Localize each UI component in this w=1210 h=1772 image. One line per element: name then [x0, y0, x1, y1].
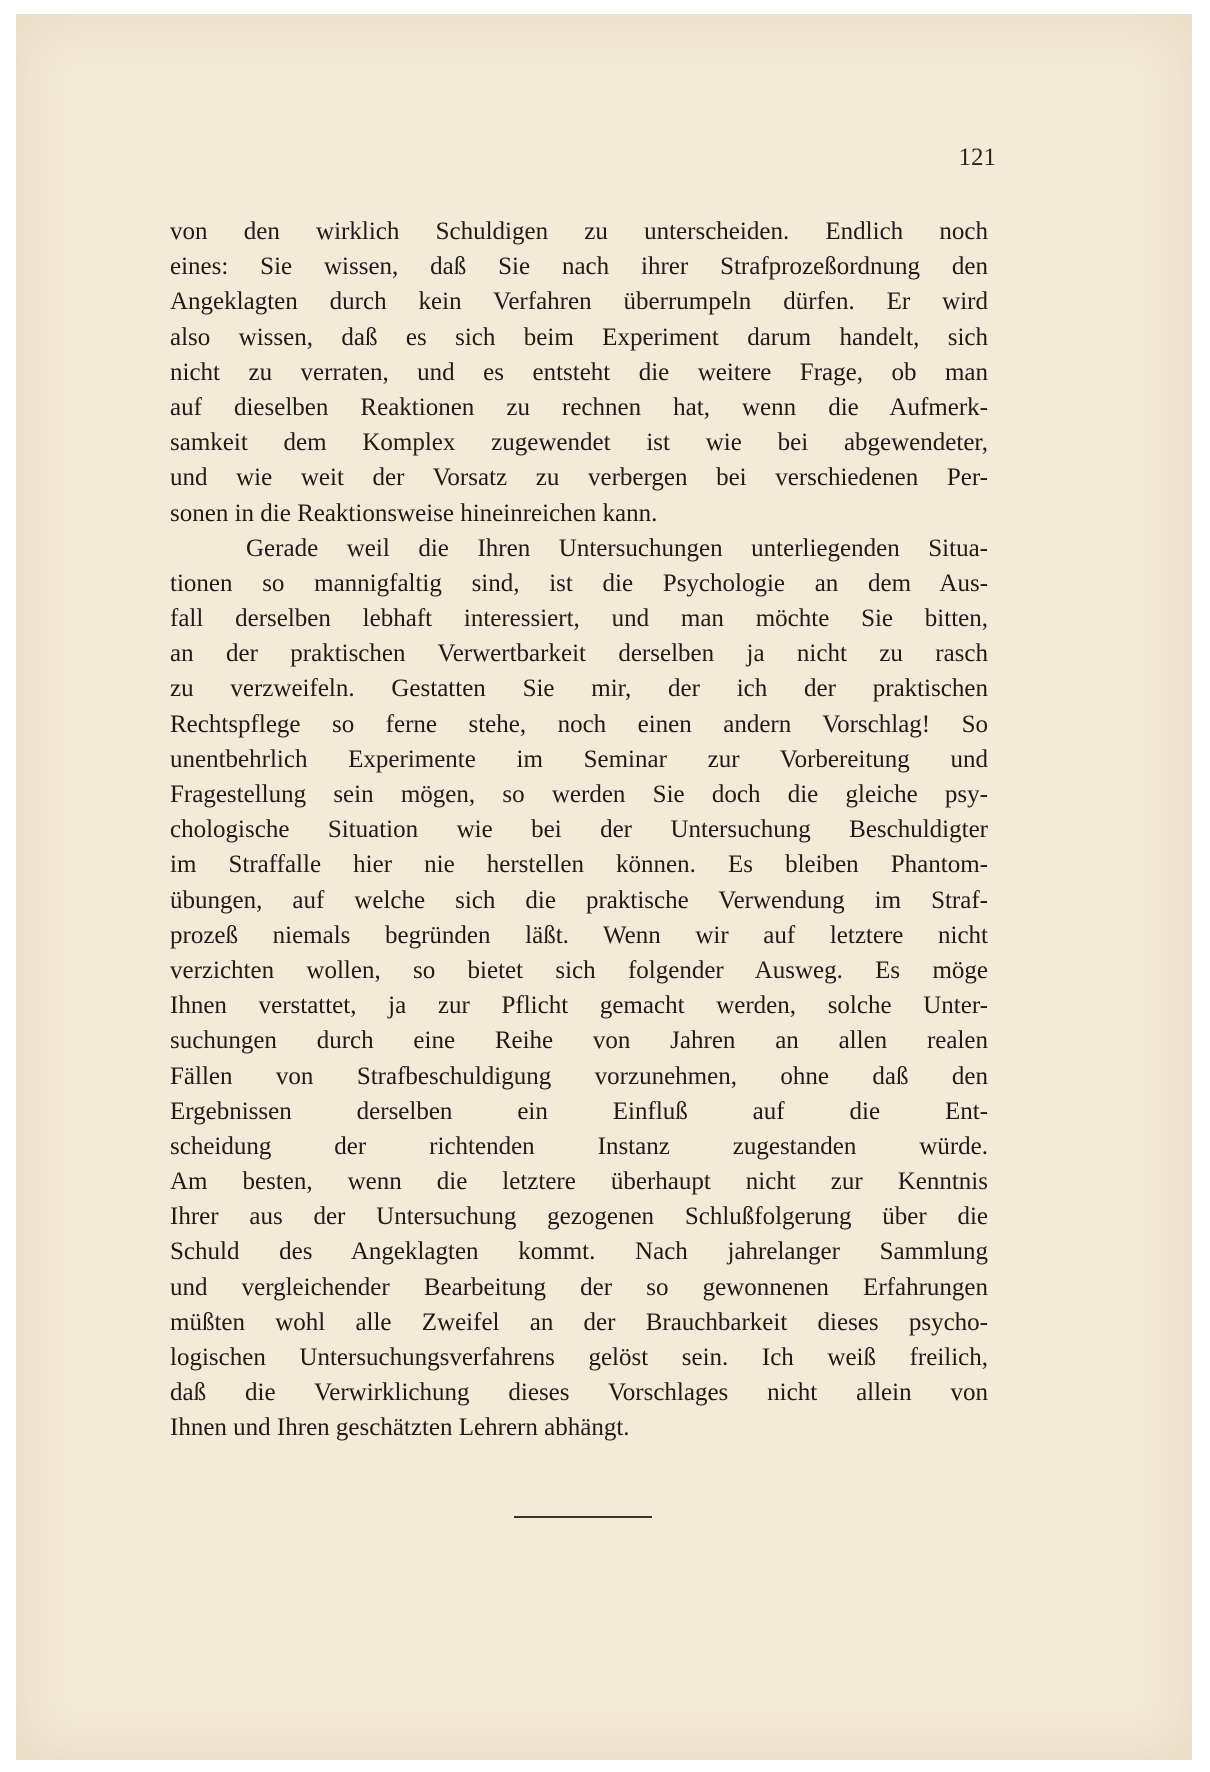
text-line: Angeklagten durch kein Verfahren überrumpeln dürfen. Er wird [170, 288, 988, 316]
text-line: übungen, auf welche sich die praktische Verwendung im Straf- [170, 886, 988, 914]
book-page [16, 14, 1192, 1760]
page-number: 121 [958, 144, 996, 171]
text-line: Rechtspflege so ferne stehe, noch einen andern Vorschlag! So [170, 710, 988, 738]
text-line: also wissen, daß es sich beim Experiment darum handelt, sich [170, 323, 988, 351]
paragraph-start-line: Gerade weil die Ihren Untersuchungen unterliegenden Situa- [246, 534, 988, 562]
text-line: sonen in die Reaktionsweise hineinreichen kann. [170, 499, 658, 527]
text-line: von den wirklich Schuldigen zu unterscheiden. Endlich noch [170, 218, 988, 245]
text-line: eines: Sie wissen, daß Sie nach ihrer Strafprozeßordnung den [170, 253, 988, 281]
text-line: tionen so mannigfaltig sind, ist die Psychologie an dem Aus- [170, 569, 988, 597]
text-line: prozeß niemals begründen läßt. Wenn wir auf letztere nicht [170, 921, 988, 949]
text-line: verzichten wollen, so bietet sich folgender Ausweg. Es möge [170, 956, 988, 984]
text-line: logischen Untersuchungsverfahrens gelöst sein. Ich weiß freilich, [170, 1344, 988, 1371]
text-line: Fällen von Strafbeschuldigung vorzunehmen, ohne daß den [170, 1062, 988, 1090]
closing-rule [514, 1516, 652, 1518]
text-line: nicht zu verraten, und es entsteht die weitere Frage, ob man [170, 358, 988, 386]
text-line: Am besten, wenn die letztere überhaupt nicht zur Kenntnis [170, 1168, 988, 1196]
text-line: und wie weit der Vorsatz zu verbergen bei verschiedenen Per- [170, 464, 988, 492]
body-text [170, 214, 988, 1446]
text-line: Schuld des Angeklagten kommt. Nach jahrelanger Sammlung [170, 1238, 988, 1266]
text-line: Ergebnissen derselben ein Einfluß auf die Ent- [170, 1097, 988, 1125]
text-line: suchungen durch eine Reihe von Jahren an allen realen [170, 1027, 988, 1055]
text-line: chologische Situation wie bei der Untersuchung Beschuldigter [170, 816, 988, 844]
text-line: Ihrer aus der Untersuchung gezogenen Schlußfolgerung über die [170, 1203, 988, 1231]
text-line: im Straffalle hier nie herstellen können. Es bleiben Phantom- [170, 851, 988, 879]
text-line: zu verzweifeln. Gestatten Sie mir, der ich der praktischen [170, 675, 988, 703]
text-line: müßten wohl alle Zweifel an der Brauchbarkeit dieses psycho- [170, 1308, 988, 1336]
text-line: daß die Verwirklichung dieses Vorschlages nicht allein von [170, 1379, 988, 1407]
text-line: Fragestellung sein mögen, so werden Sie doch die gleiche psy- [170, 781, 988, 808]
text-line: und vergleichender Bearbeitung der so gewonnenen Erfahrungen [170, 1273, 988, 1301]
text-line: auf dieselben Reaktionen zu rechnen hat, wenn die Aufmerk- [170, 393, 988, 421]
text-line: unentbehrlich Experimente im Seminar zur Vorbereitung und [170, 745, 988, 773]
text-line: fall derselben lebhaft interessiert, und man möchte Sie bitten, [170, 605, 988, 633]
text-line: scheidung der richtenden Instanz zugestanden würde. [170, 1132, 988, 1160]
text-line: Ihnen verstattet, ja zur Pflicht gemacht werden, solche Unter- [170, 992, 988, 1020]
text-line: samkeit dem Komplex zugewendet ist wie bei abgewendeter, [170, 429, 988, 457]
text-line: Ihnen und Ihren geschätzten Lehrern abhängt. [170, 1414, 630, 1442]
text-line: an der praktischen Verwertbarkeit derselben ja nicht zu rasch [170, 640, 988, 668]
